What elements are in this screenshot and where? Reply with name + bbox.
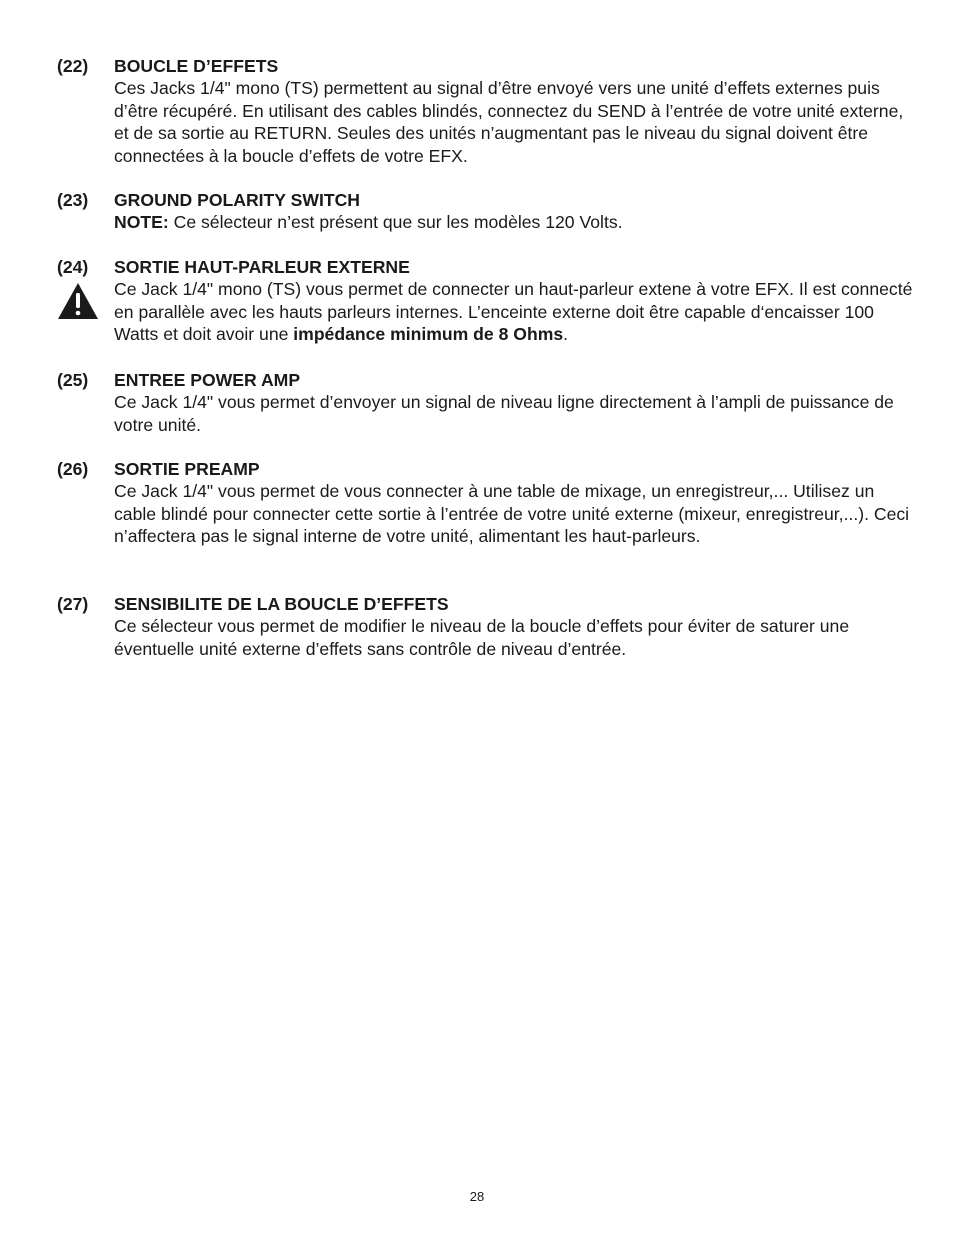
section-number: (26) xyxy=(57,459,89,479)
section-text: Ces Jacks 1/4" mono (TS) permettent au signal d’être envoyé vers une unité d’effets externes puis d’être récupéré. En utilisant des cables blindés, connectez du SEND à l’entrée de votre unité externe, et de sa sortie au RETURN. Seules des unités n’augmentant pas le niveau du signal doivent être connectées à la boucle d’effets de votre EFX. xyxy=(114,78,904,166)
section-text: Ce sélecteur vous permet de modifier le niveau de la boucle d’effets pour éviter de saturer une éventuelle unité externe d’effets sans contrôle de niveau d’entrée. xyxy=(114,616,850,659)
section-text: Ce Jack 1/4" vous permet d’envoyer un signal de niveau ligne directement à l’ampli de puissance de votre unité. xyxy=(114,392,894,435)
section-title: GROUND POLARITY SWITCH xyxy=(114,190,360,210)
section-number: (22) xyxy=(57,56,89,76)
section-text-end: . xyxy=(563,324,569,345)
section-body xyxy=(114,458,914,548)
section-title: SORTIE PREAMP xyxy=(114,459,260,479)
note-label: NOTE: xyxy=(114,212,169,233)
section-title: ENTREE POWER AMP xyxy=(114,370,301,390)
section-number: (25) xyxy=(57,370,89,390)
section-body xyxy=(114,369,914,436)
section-body xyxy=(114,256,914,346)
section-text xyxy=(114,211,914,233)
section-number: (24) xyxy=(57,257,89,277)
section-text: Ce Jack 1/4" vous permet de vous connecter à une table de mixage, un enregistreur,... Utilisez un cable blindé pour connecter cette sortie à l’entrée de votre unité externe (mixeur, enregistreur,...). Ceci n’affectera pas le signal interne de votre unité, alimentant les haut-parleurs. xyxy=(114,481,910,547)
section-title: BOUCLE D’EFFETS xyxy=(114,56,279,76)
page-number: 28 xyxy=(469,1189,485,1204)
section-title: SORTIE HAUT-PARLEUR EXTERNE xyxy=(114,257,410,277)
section-number: (23) xyxy=(57,190,89,210)
section-body xyxy=(114,189,914,234)
section-number: (27) xyxy=(57,594,89,614)
section-text xyxy=(114,278,914,345)
section-text-main: Ce Jack 1/4" mono (TS) vous permet de connecter un haut-parleur extene à votre EFX. Il est connecté en parallèle avec les hauts parleurs internes. L’enceinte externe doit être capable d‘encaisser 100 Watts et doit avoir une xyxy=(114,279,913,345)
note-text: Ce sélecteur n’est présent que sur les modèles 120 Volts. xyxy=(168,212,623,233)
section-body xyxy=(114,55,914,167)
warning-triangle-icon xyxy=(57,282,99,320)
section-title: SENSIBILITE DE LA BOUCLE D’EFFETS xyxy=(114,594,449,614)
section-body xyxy=(114,593,914,660)
impedance-emphasis: impédance minimum de 8 Ohms xyxy=(293,324,564,345)
